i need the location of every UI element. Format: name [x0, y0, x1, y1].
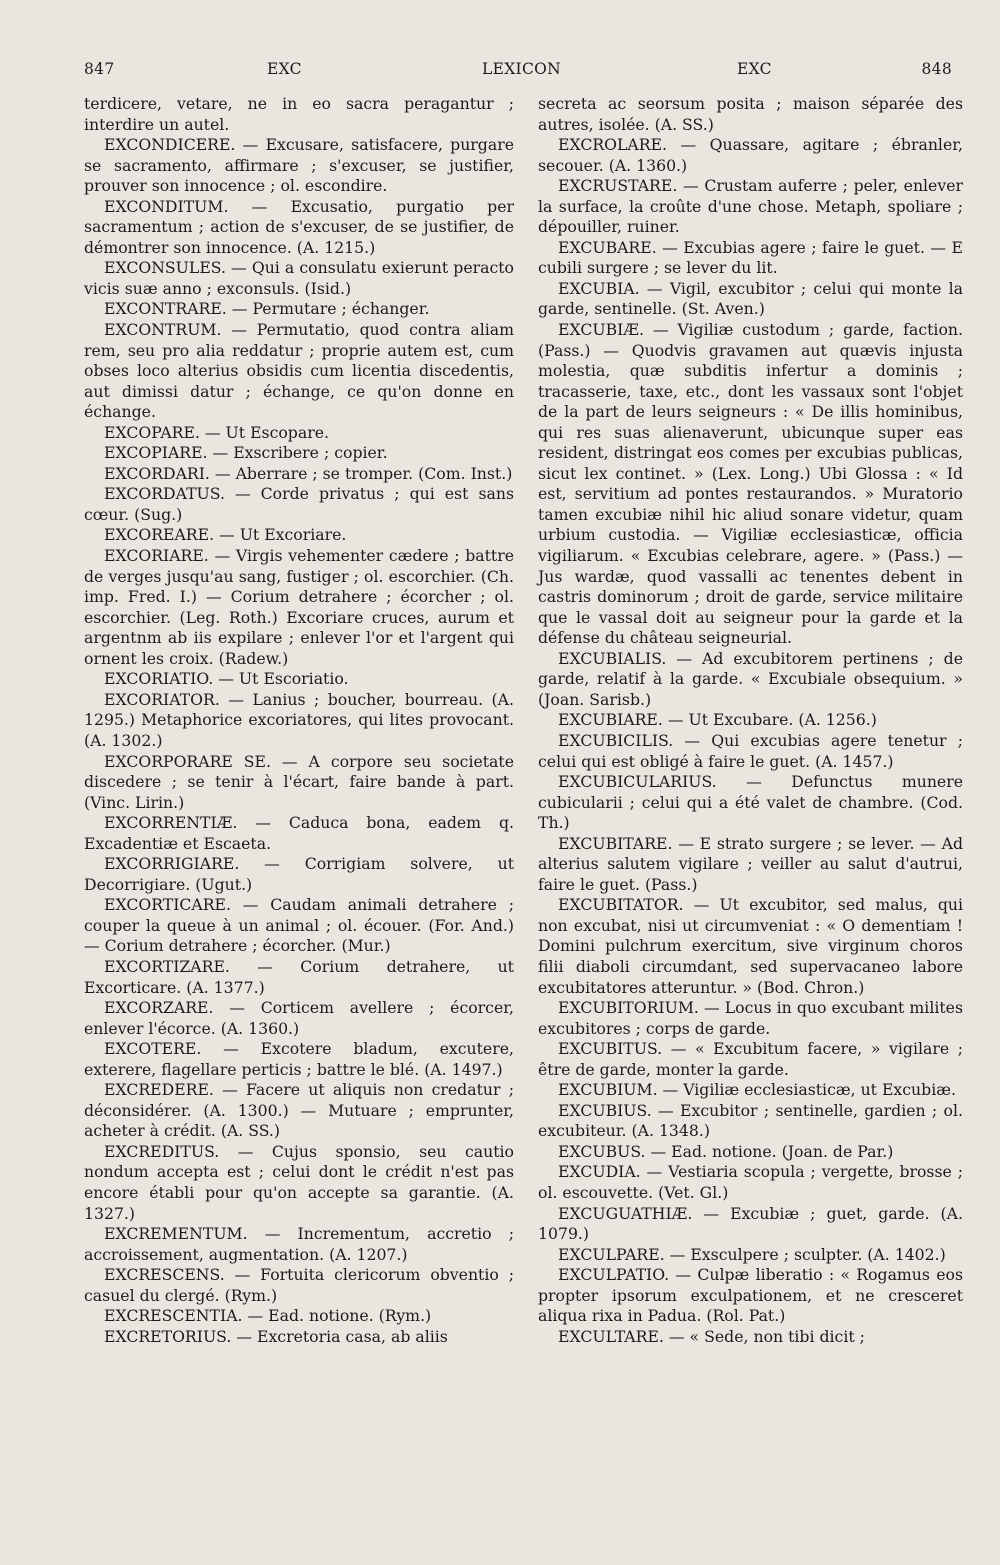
dictionary-entry: EXCUBIA. — Vigil, excubitor ; celui qui monte la garde, sentinelle. (St. Aven.) [538, 278, 963, 319]
dictionary-entry: EXCOPARE. — Ut Escopare. [104, 422, 329, 442]
dictionary-entry: EXCUBICULARIUS. — Defunctus munere cubicularii ; celui qui a été valet de chambre. (Cod. Th.) [538, 772, 963, 833]
dictionary-entry: EXCORRENTIÆ. — Caduca bona, eadem q. Excadentiæ et Escaeta. [84, 813, 514, 853]
dictionary-entry: EXCULPARE. — Exsculpere ; sculpter. (A. 1402.) [558, 1244, 946, 1264]
dictionary-entry: EXCUBARE. — Excubias agere ; faire le guet. — E cubili surgere ; se lever du lit. [538, 237, 963, 278]
dictionary-entry: EXCORPORARE SE. — A corpore seu societate discedere ; se tenir à l'écart, faire bande à part. (Vinc. Lirin.) [84, 751, 514, 812]
dictionary-entry: EXCUBITARE. — E strato surgere ; se lever. — Ad alterius salutem vigilare ; veiller au salut d'autrui, faire le guet. (Pass.) [538, 833, 963, 894]
dictionary-entry: EXCULTARE. — « Sede, non tibi dicit ; [558, 1326, 865, 1346]
dictionary-entry: EXCOTERE. — Excotere bladum, excutere, exterere, flagellare perticis ; battre le blé. (A. 1497.) [84, 1039, 514, 1079]
dictionary-entry: secreta ac seorsum posita ; maison séparée des autres, isolée. (A. SS.) [538, 94, 963, 134]
dictionary-entry: EXCORDATUS. — Corde privatus ; qui est sans cœur. (Sug.) [84, 484, 514, 524]
dictionary-entry: EXCRESCENTIA. — Ead. notione. (Rym.) [104, 1306, 432, 1326]
dictionary-entry: EXCRESCENS. — Fortuita clericorum obventio ; casuel du clergé. (Rym.) [84, 1265, 514, 1305]
dictionary-entry: EXCORTICARE. — Caudam animali detrahere ; couper la queue à un animal ; ol. écouer. (For. And.) — Corium detrahere ; écorcher. (Mur.) [84, 895, 514, 956]
dictionary-entry: EXCUBIÆ. — Vigiliæ custodum ; garde, faction. (Pass.) — Quodvis gravamen aut quævis injusta molestia, quæ subditis infertur a dominis ; tracasserie, taxe, etc., dont les vassaux sont l'objet de la part de leurs seigneurs : « De illis hominibus, qui res suas alienaverunt, ubicunque super eas resident, distringat eos comes per excubias publicas, sicut lex continet. » (Lex. Long.) Ubi Glossa : « Id est, servitium ad pontes restaurandos. » Muratorio tamen excubiæ nihil hic aliud sonare videtur, quam urbium custodia. — Vigiliæ ecclesiasticæ, officia vigiliarum. « Excubias celebrare, agere. » (Pass.) — Jus wardæ, quod vassalli ac tenentes debent in castris dominorum ; droit de garde, service militaire que le vassal doit au seigneur pour la garde et la défense du château seigneurial. [538, 320, 963, 648]
dictionary-entry: EXCUGUATHIÆ. — Excubiæ ; guet, garde. (A. 1079.) [538, 1203, 963, 1244]
running-header [84, 60, 960, 84]
dictionary-entry: EXCORZARE. — Corticem avellere ; écorcer, enlever l'écorce. (A. 1360.) [84, 998, 514, 1038]
running-title: LEXICON [482, 60, 561, 78]
dictionary-entry: EXCUBIUS. — Excubitor ; sentinelle, gardien ; ol. excubiteur. (A. 1348.) [538, 1100, 963, 1141]
dictionary-entry: EXCUBITATOR. — Ut excubitor, sed malus, qui non excubat, nisi ut circumveniat : « O dementiam ! Domini pulchrum exercitum, sive virginum choros filii diaboli circumdant, sed supervacaneo labore excubitatores atteruntur. » (Bod. Chron.) [538, 895, 963, 997]
guide-word-right: EXC [737, 60, 772, 78]
dictionary-entry: EXCUBIUM. — Vigiliæ ecclesiasticæ, ut Excubiæ. [558, 1080, 956, 1100]
dictionary-entry: EXCONTRUM. — Permutatio, quod contra aliam rem, seu pro alia reddatur ; proprie autem est, cum obses loco alterius obsidis cum licentia discedentis, aut dimissi datur ; échange, ce qu'on donne en échange. [84, 320, 514, 422]
dictionary-entry: EXCREDITUS. — Cujus sponsio, seu cautio nondum accepta est ; celui dont le crédit n'est pas encore établi pour qu'on accepte sa garantie. (A. 1327.) [84, 1141, 514, 1223]
dictionary-entry: EXCORIATIO. — Ut Escoriatio. [104, 669, 349, 689]
dictionary-entry: EXCOREARE. — Ut Excoriare. [104, 525, 347, 545]
dictionary-entry: EXCUBICILIS. — Qui excubias agere tenetur ; celui qui est obligé à faire le guet. (A. 1457.) [538, 730, 963, 771]
dictionary-entry: EXCRETORIUS. — Excretoria casa, ab aliis [104, 1326, 448, 1346]
dictionary-entry: EXCREMENTUM. — Incrementum, accretio ; accroissement, augmentation. (A. 1207.) [84, 1224, 514, 1264]
dictionary-entry: EXCROLARE. — Quassare, agitare ; ébranler, secouer. (A. 1360.) [538, 135, 963, 175]
dictionary-entry: EXCONSULES. — Qui a consulatu exierunt peracto vicis suæ anno ; exconsuls. (Isid.) [84, 258, 514, 298]
dictionary-entry: EXCONDICERE. — Excusare, satisfacere, purgare se sacramento, affirmare ; s'excuser, se justifier, prouver son innocence ; ol. escondire. [84, 135, 514, 196]
page-number-left: 847 [84, 60, 115, 78]
dictionary-entry: EXCOPIARE. — Exscribere ; copier. [104, 443, 388, 463]
dictionary-entry: EXCORTIZARE. — Corium detrahere, ut Excorticare. (A. 1377.) [84, 956, 514, 997]
left-column [84, 94, 514, 1347]
dictionary-entry: EXCREDERE. — Facere ut aliquis non credatur ; déconsidérer. (A. 1300.) — Mutuare ; emprunter, acheter à crédit. (A. SS.) [84, 1080, 514, 1141]
dictionary-entry: EXCORIARE. — Virgis vehementer cædere ; battre de verges jusqu'au sang, fustiger ; ol. escorchier. (Ch. imp. Fred. I.) — Corium detrahere ; écorcher ; ol. escorchier. (Leg. Roth.) Excoriare cruces, aurum et argentnm ab iis expilare ; enlever l'or et l'argent qui ornent les croix. (Radew.) [84, 546, 514, 668]
page-number-right: 848 [921, 60, 952, 78]
dictionary-entry: EXCUBIARE. — Ut Excubare. (A. 1256.) [558, 710, 877, 730]
dictionary-entry: EXCUBITORIUM. — Locus in quo excubant milites excubitores ; corps de garde. [538, 998, 963, 1038]
guide-word-left: EXC [267, 60, 302, 78]
dictionary-entry: EXCUBIALIS. — Ad excubitorem pertinens ; de garde, relatif à la garde. « Excubiale obsequium. » (Joan. Sarisb.) [538, 648, 963, 709]
dictionary-entry: EXCORIATOR. — Lanius ; boucher, bourreau. (A. 1295.) Metaphorice excoriatores, qui lites provocant. (A. 1302.) [84, 689, 514, 750]
dictionary-entry: EXCUBITUS. — « Excubitum facere, » vigilare ; être de garde, monter la garde. [538, 1039, 963, 1079]
dictionary-entry: EXCUDIA. — Vestiaria scopula ; vergette, brosse ; ol. escouvette. (Vet. Gl.) [538, 1162, 963, 1202]
dictionary-entry: EXCORDARI. — Aberrare ; se tromper. (Com. Inst.) [104, 463, 513, 483]
dictionary-entry: EXCONTRARE. — Permutare ; échanger. [104, 299, 430, 319]
dictionary-entry: EXCRUSTARE. — Crustam auferre ; peler, enlever la surface, la croûte d'une chose. Metaph, spoliare ; dépouiller, ruiner. [538, 176, 963, 237]
right-column [538, 94, 963, 1347]
dictionary-entry: EXCULPATIO. — Culpæ liberatio : « Rogamus eos propter ipsorum exculpationem, et ne cresceret aliqua rixa in Padua. (Rol. Pat.) [538, 1265, 963, 1326]
dictionary-entry: EXCUBUS. — Ead. notione. (Joan. de Par.) [558, 1141, 894, 1161]
dictionary-entry: EXCORRIGIARE. — Corrigiam solvere, ut Decorrigiare. (Ugut.) [84, 854, 514, 894]
dictionary-entry: EXCONDITUM. — Excusatio, purgatio per sacramentum ; action de s'excuser, de se justifier, de démontrer son innocence. (A. 1215.) [84, 196, 514, 257]
dictionary-entry: terdicere, vetare, ne in eo sacra peragantur ; interdire un autel. [84, 94, 514, 134]
